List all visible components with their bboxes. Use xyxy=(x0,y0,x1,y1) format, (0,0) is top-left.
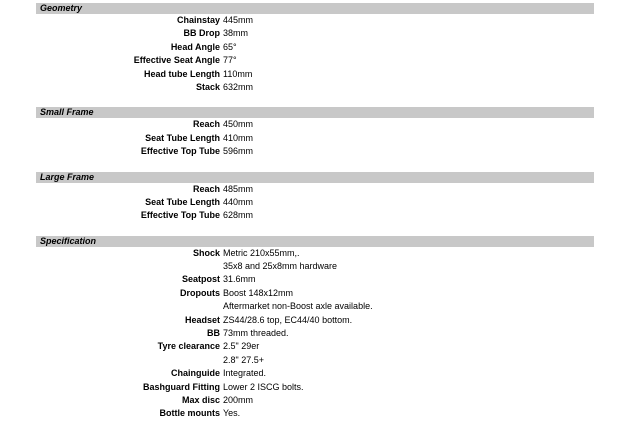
row-value: 445mm xyxy=(223,15,254,25)
row-value: 2.5" 29er xyxy=(223,341,260,352)
row-label: Bottle mounts xyxy=(159,408,220,419)
row-label: Bashguard Fitting xyxy=(143,381,220,392)
row-label: Dropouts xyxy=(180,287,220,298)
row-label: Effective Seat Angle xyxy=(133,55,220,66)
row-label: Tyre clearance xyxy=(157,341,220,352)
row-label: Headset xyxy=(184,314,220,325)
table-row xyxy=(36,41,594,54)
section-header-large-frame: Large Frame xyxy=(36,172,594,183)
row-label: Chainguide xyxy=(171,368,220,379)
table-row xyxy=(36,394,594,407)
row-label xyxy=(36,260,223,273)
row-label: Head Angle xyxy=(170,41,220,52)
row-value: 628mm xyxy=(223,210,254,221)
table-row xyxy=(36,273,594,286)
row-label: Effective Top Tube xyxy=(140,146,220,157)
row-value: 200mm xyxy=(223,394,254,405)
row-label: Reach xyxy=(192,183,220,194)
row-value: 450mm xyxy=(223,119,254,130)
table-row xyxy=(36,209,594,222)
table-row xyxy=(36,68,594,81)
section-header-geometry: Geometry xyxy=(36,3,594,14)
table-row xyxy=(36,118,594,131)
row-value: ZS44/28.6 top, EC44/40 bottom. xyxy=(223,314,353,325)
row-value: Aftermarket non-Boost axle available. xyxy=(223,301,373,312)
row-value: 73mm threaded. xyxy=(223,328,289,339)
table-row xyxy=(36,327,594,340)
table-row xyxy=(36,407,594,420)
row-label: Head tube Length xyxy=(144,68,220,79)
table-row xyxy=(36,287,594,300)
row-label xyxy=(36,354,223,367)
table-row xyxy=(36,81,594,94)
table-row xyxy=(36,300,594,313)
row-value: 31.6mm xyxy=(223,274,256,285)
row-value: Integrated. xyxy=(223,368,267,379)
row-value: 65° xyxy=(223,41,237,52)
row-value: 2.8" 27.5+ xyxy=(223,354,264,365)
row-value: 35x8 and 25x8mm hardware xyxy=(223,261,338,272)
row-label: Seat Tube Length xyxy=(145,132,220,143)
section-header-specification: Specification xyxy=(36,236,594,247)
row-label: Chainstay xyxy=(176,15,220,25)
row-label: Shock xyxy=(192,247,220,258)
table-row xyxy=(36,183,594,196)
table-row xyxy=(36,340,594,353)
row-label: BB xyxy=(207,328,220,339)
spec-sheet xyxy=(36,3,594,421)
table-row xyxy=(36,145,594,158)
table-row xyxy=(36,54,594,67)
section-spacer xyxy=(36,223,594,236)
table-row xyxy=(36,196,594,209)
table-row xyxy=(36,381,594,394)
row-label: Max disc xyxy=(181,394,220,405)
row-value: 596mm xyxy=(223,146,254,157)
row-label: Reach xyxy=(192,119,220,130)
table-row xyxy=(36,314,594,327)
row-label xyxy=(36,300,223,313)
row-value: Metric 210x55mm,. xyxy=(223,247,300,258)
row-value: 632mm xyxy=(223,81,254,92)
table-row xyxy=(36,367,594,380)
table-row xyxy=(36,247,594,260)
table-row xyxy=(36,132,594,145)
row-label: Effective Top Tube xyxy=(140,210,220,221)
row-value: Lower 2 ISCG bolts. xyxy=(223,381,304,392)
section-spacer xyxy=(36,159,594,172)
section-spacer xyxy=(36,94,594,107)
row-value: 440mm xyxy=(223,196,254,207)
row-label: Stack xyxy=(195,81,220,92)
table-row xyxy=(36,27,594,40)
row-value: 410mm xyxy=(223,132,254,143)
row-value: 77° xyxy=(223,55,237,66)
row-label: Seat Tube Length xyxy=(145,196,220,207)
row-value: 110mm xyxy=(223,68,253,79)
table-row xyxy=(36,354,594,367)
row-value: Boost 148x12mm xyxy=(223,287,294,298)
table-row xyxy=(36,260,594,273)
row-label: Seatpost xyxy=(181,274,220,285)
row-value: Yes. xyxy=(223,408,241,419)
row-label: BB Drop xyxy=(183,28,220,39)
section-header-small-frame: Small Frame xyxy=(36,107,594,118)
row-value: 485mm xyxy=(223,183,254,194)
row-value: 38mm xyxy=(223,28,249,39)
table-row xyxy=(36,14,594,27)
